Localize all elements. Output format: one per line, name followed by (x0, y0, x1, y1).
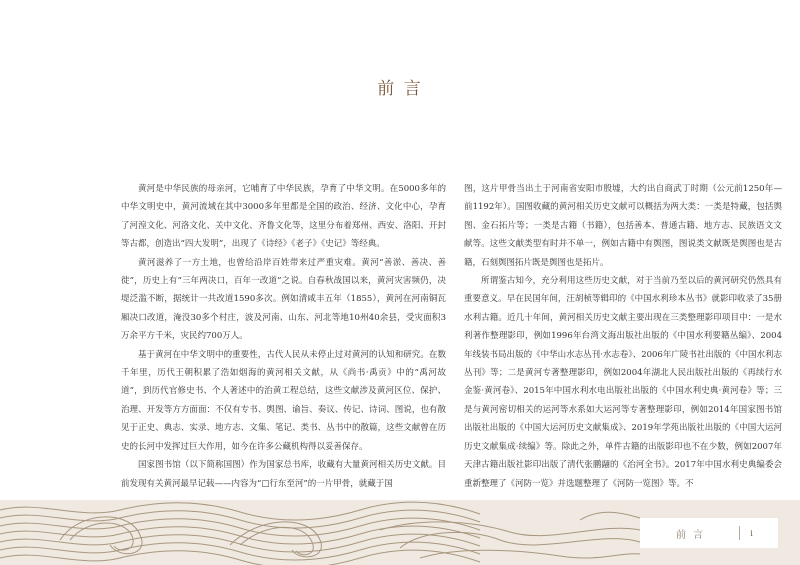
paragraph: 图，这片甲骨当出土于河南省安阳市殷墟，大约出自商武丁时期（公元前1250年—前1192年）。国图收藏的黄河相关历史文献可以概括为两大类：一类是特藏，包括舆图、金石拓片等；一类是古籍（书籍），包括善本、普通古籍、地方志、民族语文文献等。这些文献类型有时并不单一，例如古籍中有舆图，图说类文献既是舆图也是古籍，石刻舆图拓片既是舆图也是拓片。 (464, 184, 782, 268)
page-title: 前 言 (377, 79, 423, 99)
paragraph: 黄河是中华民族的母亲河，它哺育了中华民族，孕育了中华文明。在5000多年的中华文明史中，黄河流域在其中3000多年里都是全国的政治、经济、文化中心，孕育了河湟文化、河洛文化、关中文化、齐鲁文化等，这里分布着郑州、西安、洛阳、开封等古都，创造出“四大发明”，出现了《诗经》《老子》《史记》等经典。 (121, 184, 446, 250)
wave-decoration-band (0, 500, 800, 565)
right-text-column (464, 180, 782, 493)
paragraph: 基于黄河在中华文明中的重要性，古代人民从未停止过对黄河的认知和研究。在数千年里，历代王朝积累了浩如烟海的黄河相关文献，从《尚书·禹贡》中的“禹河故道”，到历代官修史书、个人著述中的治黄工程总结，这些文献涉及黄河区位、保护、治理、开发等方方面面：不仅有专书、舆图、谕旨、奏议、传记、诗词、图说，也有散见于正史、典志、实录、地方志、文集、笔记、类书、丛书中的散篇，这些文献曾在历史的长河中发挥过巨大作用，如今在许多公藏机构得以妥善保存。 (121, 349, 446, 452)
footer-divider (739, 526, 740, 540)
paragraph: 所谓鉴古知今，充分利用这些历史文献，对于当前乃至以后的黄河研究仍然具有重要意义。早在民国年间，汪胡桢等辑印的《中国水利珍本丛书》就影印收录了35册水利古籍。近几十年间，黄河相关历史文献主要出现在三类整理影印项目中：一是水利著作整理影印，例如1996年台湾文海出版社出版的《中国水利要籍丛编》、2004年线装书局出版的《中华山水志丛刊·水志卷》、2006年广陵书社出版的《中国水利志丛刊》等；二是黄河专著整理影印，例如2004年湖北人民出版社出版的《再续行水金鉴·黄河卷》、2015年中国水利水电出版社出版的《中国水利史典·黄河卷》等；三是与黄河密切相关的运河等水系如大运河等专著整理影印，例如2014年国家图书馆出版社出版的《中国大运河历史文献集成》、2019年学苑出版社出版的《中国大运河历史文献集成·续编》等。除此之外，单件古籍的出版影印也不在少数，例如2007年天津古籍出版社影印出版了清代张鹏翮的《治河全书》。2017年中国水利史典编委会重新整理了《河防一览》并选题整理了《河防一览图》等。不 (464, 276, 782, 489)
footer (640, 518, 778, 548)
paragraph: 国家图书馆（以下简称国图）作为国家总书库，收藏有大量黄河相关历史文献。目前发现有关黄河最早记载——内容为“□行东至河”的一片甲骨，就藏于国 (121, 460, 446, 489)
footer-title: 前 言 (676, 529, 706, 541)
paragraph: 黄河滋养了一方土地，也曾给沿岸百姓带来过严重灾难。黄河“善淤、善决、善徙”，历史上有“三年两决口，百年一改道”之说。自春秋战国以来，黄河灾害频仍，决堤泛滥不断，据统计一共改道1590多次。例如清咸丰五年（1855），黄河在河南铜瓦厢决口改道，淹没30多个村庄，波及河南、山东、河北等地10州40余县，受灾面积3万余平方千米，灾民约700万人。 (121, 257, 446, 342)
page-number: i (750, 528, 753, 538)
left-text-column (121, 180, 446, 493)
